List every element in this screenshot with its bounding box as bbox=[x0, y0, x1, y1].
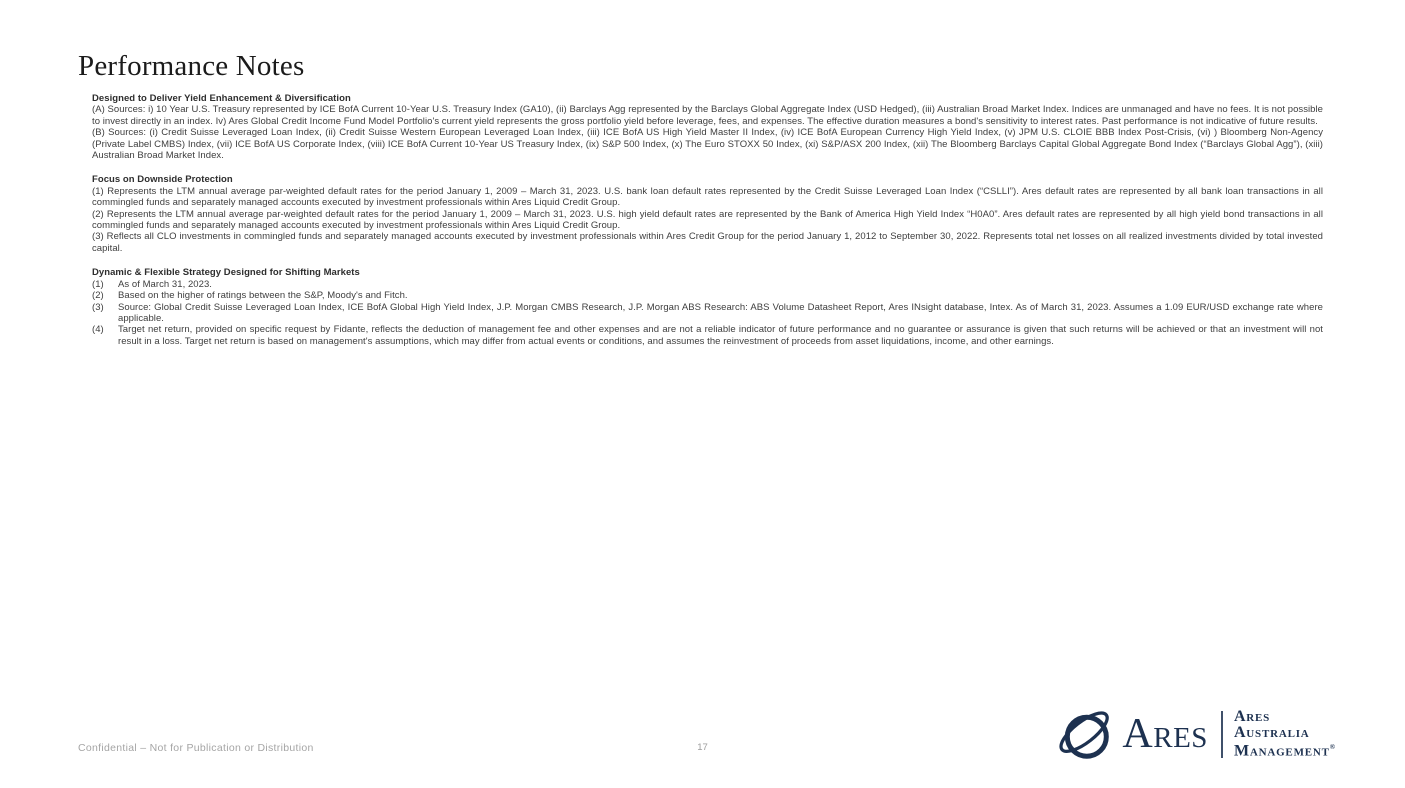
note-paragraph: (2) Represents the LTM annual average par-weighted default rates for the period January 1, 2009 – March 31, 2023. U.S. high yield default rates are represented by the Bank of America High Yield Index “H0A0”. Ares default rates are represented by all high yield bond transactions in all commingled funds and separately managed accounts executed by investment professionals within Ares Liquid Credit Group. bbox=[92, 208, 1323, 232]
list-item-text: Target net return, provided on specific request by Fidante, reflects the deduction of management fee and other expenses and are not a reliable indicator of future performance and no guarantee or assurance is given that such returns will be achieved or that an investment will not result in a loss. Target net return is based on management's assumptions, which may differ from actual events or conditions, and assumes the reinvestment of proceeds from asset liquidations, income, and other earnings. bbox=[118, 324, 1323, 347]
list-item-text: As of March 31, 2023. bbox=[118, 278, 212, 290]
note-list-item bbox=[92, 324, 1323, 347]
notes-content bbox=[92, 93, 1323, 360]
note-list-item bbox=[92, 302, 1323, 325]
list-item-number: (2) bbox=[92, 290, 104, 302]
section-downside-protection bbox=[92, 174, 1323, 254]
note-paragraph: (B) Sources: (i) Credit Suisse Leveraged Loan Index, (ii) Credit Suisse Western European Leveraged Loan Index, (iii) ICE BofA US High Yield Master II Index, (iv) ICE BofA European Currency High Yield Index, (v) JPM U.S. CLOIE BBB Index Post-Crisis, (vi) ) Bloomberg Non-Agency (Private Label CMBS) Index, (vii) ICE BofA US Corporate Index, (viii) ICE BofA Current 10-Year US Treasury Index, (ix) S&P 500 Index, (x) The Euro STOXX 50 Index, (xi) S&P/ASX 200 Index, (xii) The Bloomberg Barclays Capital Global Aggregate Bond Index (“Barclays Global Agg”), (xiii) Australian Broad Market Index. bbox=[92, 127, 1323, 162]
page-number: 17 bbox=[697, 742, 708, 753]
logo-text-block bbox=[1234, 709, 1335, 759]
note-list-item bbox=[92, 290, 1323, 301]
list-item-text: Source: Global Credit Suisse Leveraged Loan Index, ICE BofA Global High Yield Index, J.P. Morgan CMBS Research, J.P. Morgan ABS Research: ABS Volume Datasheet Report, Ares INsight database, Intex. As of March 31, 2023. Assumes a 1.09 EUR/USD exchange rate where applicable. bbox=[118, 301, 1323, 324]
note-list-item bbox=[92, 279, 1323, 290]
list-item-text: Based on the higher of ratings between the S&P, Moody's and Fitch. bbox=[118, 290, 408, 302]
list-item-number: (1) bbox=[92, 278, 104, 290]
registered-mark: ® bbox=[1329, 743, 1335, 752]
note-paragraph: (1) Represents the LTM annual average par-weighted default rates for the period January 1, 2009 – March 31, 2023. U.S. bank loan default rates represented by the Credit Suisse Leveraged Loan Index (“CSLLI”). Ares default rates are represented by all bank loan transactions in all commingled funds and separately managed accounts executed by investment professionals within Ares Liquid Credit Group. bbox=[92, 185, 1323, 209]
logo-line: Australia bbox=[1233, 723, 1310, 741]
globe-icon bbox=[1056, 706, 1114, 762]
section-dynamic-strategy bbox=[92, 267, 1323, 347]
page-title: Performance Notes bbox=[78, 50, 305, 82]
logo-line-text: Management bbox=[1233, 742, 1330, 760]
list-item-number: (3) bbox=[92, 301, 104, 313]
section-heading: Focus on Downside Protection bbox=[92, 174, 233, 186]
logo-line: Ares bbox=[1233, 708, 1271, 726]
list-item-number: (4) bbox=[92, 324, 104, 336]
note-paragraph: (3) Reflects all CLO investments in commingled funds and separately managed accounts executed by investment professionals within Ares Credit Group for the period January 1, 2012 to September 30, 2022. Represents total net losses on all realized investments divided by total invested capital. bbox=[92, 231, 1323, 254]
section-heading: Dynamic & Flexible Strategy Designed for Shifting Markets bbox=[92, 267, 360, 279]
section-heading: Designed to Deliver Yield Enhancement & Diversification bbox=[92, 93, 351, 104]
ares-wordmark: Ares bbox=[1122, 711, 1208, 757]
confidential-notice: Confidential – Not for Publication or Distribution bbox=[78, 742, 314, 754]
logo-line bbox=[1234, 740, 1335, 759]
note-paragraph: (A) Sources: i) 10 Year U.S. Treasury represented by ICE BofA Current 10-Year U.S. Treasury Index (GA10), (ii) Barclays Agg represented by the Barclays Global Aggregate Index (USD Hedged), (iii) Australian Broad Market Index. Indices are unmanaged and have no fees. It is not possible to invest directly in an index. Iv) Ares Global Credit Income Fund Model Portfolio's current yield represents the gross portfolio yield before leverage, fees, and expenses. The effective duration measures a bond's sensitivity to interest rates. Past performance is not indicative of future results. bbox=[92, 104, 1323, 127]
section-yield-enhancement bbox=[92, 93, 1323, 161]
logo-divider bbox=[1221, 711, 1223, 758]
ares-australia-logo bbox=[1056, 706, 1335, 762]
